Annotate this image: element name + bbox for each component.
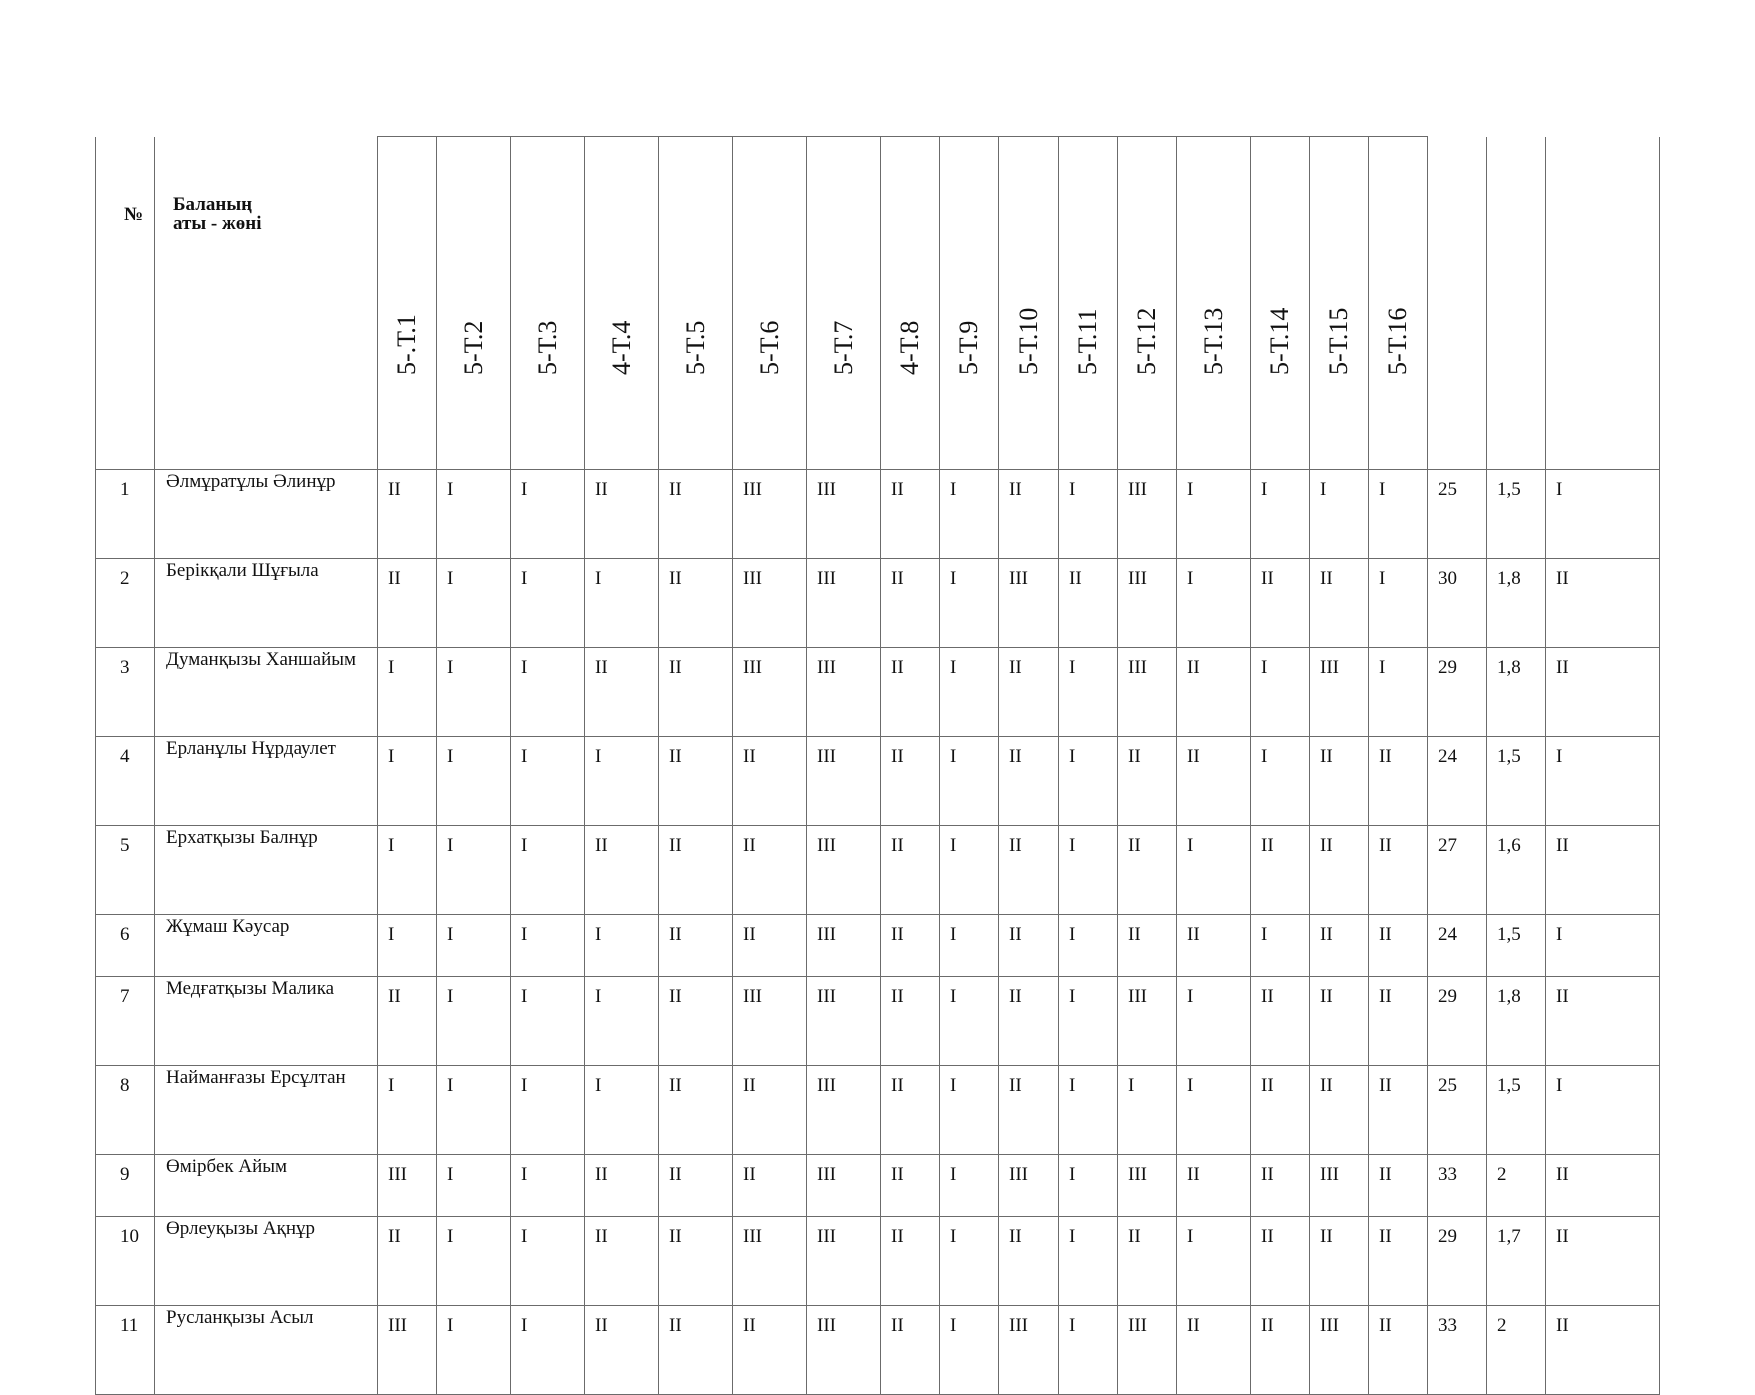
test-mark: II	[1369, 736, 1428, 825]
test-mark: III	[1310, 1305, 1369, 1394]
test-mark: I	[1369, 647, 1428, 736]
table-row	[96, 1154, 1660, 1216]
header-test-10	[999, 137, 1059, 470]
total-score: 29	[1428, 647, 1487, 736]
test-mark: II	[1251, 1305, 1310, 1394]
header-number: №	[96, 137, 155, 470]
test-mark: I	[940, 1216, 999, 1305]
test-mark: I	[585, 914, 659, 976]
table-row	[96, 914, 1660, 976]
level: I	[1546, 469, 1660, 558]
test-mark: III	[1310, 1154, 1369, 1216]
total-score: 29	[1428, 976, 1487, 1065]
test-mark: I	[1059, 976, 1118, 1065]
header-test-label: 5-Т.9	[954, 320, 983, 375]
assessment-table	[95, 136, 1660, 1395]
test-mark: II	[659, 647, 733, 736]
test-mark: II	[1251, 558, 1310, 647]
test-mark: I	[378, 1065, 437, 1154]
test-mark: I	[437, 736, 511, 825]
test-mark: II	[881, 825, 940, 914]
test-mark: II	[1310, 825, 1369, 914]
test-mark: II	[659, 1065, 733, 1154]
test-mark: I	[511, 1065, 585, 1154]
test-mark: I	[437, 469, 511, 558]
test-mark: II	[881, 1305, 940, 1394]
level: I	[1546, 914, 1660, 976]
child-name: Өмірбек Айым	[155, 1154, 378, 1216]
test-mark: II	[1118, 914, 1177, 976]
test-mark: II	[659, 469, 733, 558]
total-score: 25	[1428, 469, 1487, 558]
level: I	[1546, 736, 1660, 825]
row-number: 1	[96, 469, 155, 558]
test-mark: II	[585, 469, 659, 558]
test-mark: II	[733, 1154, 807, 1216]
header-child-name	[155, 137, 378, 470]
header-test-label: 5-Т.10	[1013, 307, 1043, 375]
test-mark: I	[511, 647, 585, 736]
header-test-label: 5-Т.13	[1198, 307, 1228, 375]
test-mark: I	[940, 736, 999, 825]
level: II	[1546, 1154, 1660, 1216]
test-mark: II	[1310, 736, 1369, 825]
test-mark: II	[1177, 914, 1251, 976]
header-test-label: 4-Т.8	[895, 320, 924, 375]
header-name-line1: Баланың	[173, 193, 253, 215]
level: II	[1546, 1305, 1660, 1394]
table-row	[96, 469, 1660, 558]
test-mark: I	[1369, 469, 1428, 558]
test-mark: I	[511, 825, 585, 914]
test-mark: II	[585, 647, 659, 736]
average-score: 2	[1487, 1154, 1546, 1216]
average-score: 1,7	[1487, 1216, 1546, 1305]
test-mark: III	[1118, 647, 1177, 736]
test-mark: III	[807, 1305, 881, 1394]
header-test-label: 5-Т.14	[1265, 307, 1294, 375]
test-mark: II	[659, 1305, 733, 1394]
test-mark: I	[1059, 736, 1118, 825]
test-mark: III	[807, 736, 881, 825]
header-test-6	[733, 137, 807, 470]
header-test-label: 5-Т.11	[1073, 308, 1102, 375]
test-mark: II	[1251, 1216, 1310, 1305]
test-mark: II	[999, 914, 1059, 976]
test-mark: I	[1310, 469, 1369, 558]
test-mark: I	[437, 1216, 511, 1305]
test-mark: I	[940, 914, 999, 976]
row-number: 4	[96, 736, 155, 825]
test-mark: III	[733, 1216, 807, 1305]
test-mark: I	[437, 647, 511, 736]
row-number: 7	[96, 976, 155, 1065]
level: II	[1546, 1216, 1660, 1305]
child-name: Ерланұлы Нұрдаулет	[155, 736, 378, 825]
test-mark: II	[999, 1065, 1059, 1154]
test-mark: II	[881, 1154, 940, 1216]
test-mark: III	[999, 1154, 1059, 1216]
test-mark: II	[1310, 1216, 1369, 1305]
row-number: 10	[96, 1216, 155, 1305]
test-mark: I	[378, 825, 437, 914]
test-mark: I	[437, 976, 511, 1065]
test-mark: II	[1177, 1305, 1251, 1394]
test-mark: I	[1059, 1216, 1118, 1305]
test-mark: II	[1369, 1154, 1428, 1216]
test-mark: II	[1310, 914, 1369, 976]
test-mark: I	[1177, 469, 1251, 558]
row-number: 3	[96, 647, 155, 736]
total-score: 29	[1428, 1216, 1487, 1305]
test-mark: I	[1177, 558, 1251, 647]
test-mark: III	[807, 558, 881, 647]
test-mark: I	[437, 558, 511, 647]
test-mark: II	[999, 825, 1059, 914]
child-name: Думанқызы Ханшайым	[155, 647, 378, 736]
row-number: 8	[96, 1065, 155, 1154]
test-mark: II	[1310, 976, 1369, 1065]
child-name: Берікқали Шұғыла	[155, 558, 378, 647]
row-number: 5	[96, 825, 155, 914]
test-mark: II	[733, 1065, 807, 1154]
test-mark: II	[881, 976, 940, 1065]
header-test-label: 5-Т.3	[532, 320, 562, 375]
test-mark: I	[511, 1154, 585, 1216]
average-score: 1,8	[1487, 647, 1546, 736]
average-score: 1,8	[1487, 976, 1546, 1065]
test-mark: II	[585, 1154, 659, 1216]
test-mark: II	[999, 469, 1059, 558]
test-mark: II	[881, 1065, 940, 1154]
test-mark: III	[807, 1065, 881, 1154]
test-mark: I	[940, 825, 999, 914]
header-test-label: 5-Т.15	[1324, 307, 1353, 375]
header-extra-1	[1428, 137, 1487, 470]
test-mark: II	[1310, 1065, 1369, 1154]
test-mark: II	[378, 976, 437, 1065]
test-mark: II	[659, 825, 733, 914]
table-row	[96, 976, 1660, 1065]
level: II	[1546, 558, 1660, 647]
test-mark: I	[378, 647, 437, 736]
total-score: 33	[1428, 1154, 1487, 1216]
test-mark: II	[1059, 558, 1118, 647]
row-number: 11	[96, 1305, 155, 1394]
test-mark: II	[881, 647, 940, 736]
average-score: 1,5	[1487, 469, 1546, 558]
total-score: 24	[1428, 736, 1487, 825]
test-mark: II	[378, 558, 437, 647]
test-mark: III	[807, 976, 881, 1065]
test-mark: I	[940, 469, 999, 558]
header-test-4	[585, 137, 659, 470]
test-mark: II	[1369, 825, 1428, 914]
child-name: Жұмаш Кәусар	[155, 914, 378, 976]
test-mark: II	[585, 1216, 659, 1305]
test-mark: II	[659, 736, 733, 825]
test-mark: II	[659, 1154, 733, 1216]
header-test-label: 5-Т.16	[1383, 307, 1412, 375]
header-test-12	[1118, 137, 1177, 470]
test-mark: II	[1251, 1154, 1310, 1216]
test-mark: III	[733, 647, 807, 736]
header-test-7	[807, 137, 881, 470]
test-mark: I	[1177, 825, 1251, 914]
test-mark: I	[378, 736, 437, 825]
test-mark: III	[1118, 558, 1177, 647]
test-mark: II	[1251, 1065, 1310, 1154]
test-mark: I	[1118, 1065, 1177, 1154]
test-mark: II	[1251, 825, 1310, 914]
test-mark: I	[940, 647, 999, 736]
test-mark: I	[1059, 1305, 1118, 1394]
test-mark: III	[378, 1154, 437, 1216]
table-row	[96, 647, 1660, 736]
average-score: 1,8	[1487, 558, 1546, 647]
table-row	[96, 1065, 1660, 1154]
total-score: 33	[1428, 1305, 1487, 1394]
test-mark: II	[1118, 1216, 1177, 1305]
level: I	[1546, 1065, 1660, 1154]
test-mark: II	[733, 1305, 807, 1394]
header-test-1	[378, 137, 437, 470]
test-mark: II	[1177, 647, 1251, 736]
child-name: Әлмұратұлы Әлинұр	[155, 469, 378, 558]
test-mark: I	[511, 914, 585, 976]
test-mark: I	[1251, 914, 1310, 976]
test-mark: III	[733, 976, 807, 1065]
row-number: 9	[96, 1154, 155, 1216]
child-name: Русланқызы Асыл	[155, 1305, 378, 1394]
test-mark: I	[1177, 976, 1251, 1065]
test-mark: III	[733, 469, 807, 558]
header-test-5	[659, 137, 733, 470]
test-mark: I	[1059, 825, 1118, 914]
row-number: 2	[96, 558, 155, 647]
table-row	[96, 1216, 1660, 1305]
header-test-label: 5-Т.12	[1132, 307, 1161, 375]
header-test-3	[511, 137, 585, 470]
test-mark: II	[1369, 1065, 1428, 1154]
test-mark: II	[1369, 976, 1428, 1065]
average-score: 1,5	[1487, 1065, 1546, 1154]
test-mark: III	[378, 1305, 437, 1394]
header-test-label: 5-Т.7	[828, 320, 858, 375]
test-mark: III	[807, 1216, 881, 1305]
total-score: 30	[1428, 558, 1487, 647]
test-mark: II	[881, 914, 940, 976]
test-mark: II	[881, 736, 940, 825]
test-mark: II	[659, 1216, 733, 1305]
test-mark: I	[437, 1305, 511, 1394]
total-score: 27	[1428, 825, 1487, 914]
header-test-label: 4-Т.4	[606, 320, 636, 375]
test-mark: II	[585, 825, 659, 914]
test-mark: III	[807, 825, 881, 914]
test-mark: II	[733, 736, 807, 825]
test-mark: III	[1118, 1305, 1177, 1394]
header-test-8	[881, 137, 940, 470]
header-test-13	[1177, 137, 1251, 470]
child-name: Өрлеуқызы Ақнұр	[155, 1216, 378, 1305]
test-mark: I	[1059, 469, 1118, 558]
test-mark: I	[511, 1305, 585, 1394]
test-mark: III	[999, 1305, 1059, 1394]
header-test-label: 5-Т.5	[680, 320, 710, 375]
test-mark: I	[511, 558, 585, 647]
test-mark: I	[585, 736, 659, 825]
header-test-label: 5-.Т.1	[392, 313, 421, 375]
test-mark: II	[881, 558, 940, 647]
test-mark: III	[733, 558, 807, 647]
test-mark: I	[940, 976, 999, 1065]
test-mark: III	[1118, 976, 1177, 1065]
test-mark: II	[1369, 914, 1428, 976]
test-mark: II	[999, 1216, 1059, 1305]
test-mark: II	[378, 469, 437, 558]
average-score: 1,5	[1487, 914, 1546, 976]
test-mark: II	[881, 469, 940, 558]
test-mark: II	[1369, 1305, 1428, 1394]
test-mark: II	[378, 1216, 437, 1305]
test-mark: I	[585, 558, 659, 647]
test-mark: II	[1369, 1216, 1428, 1305]
test-mark: II	[1118, 736, 1177, 825]
child-name: Ерхатқызы Балнұр	[155, 825, 378, 914]
header-test-2	[437, 137, 511, 470]
test-mark: II	[999, 736, 1059, 825]
test-mark: II	[733, 825, 807, 914]
test-mark: III	[807, 1154, 881, 1216]
header-test-16	[1369, 137, 1428, 470]
child-name: Медғатқызы Малика	[155, 976, 378, 1065]
test-mark: II	[659, 976, 733, 1065]
table-row	[96, 825, 1660, 914]
row-number: 6	[96, 914, 155, 976]
test-mark: III	[1118, 469, 1177, 558]
test-mark: I	[437, 825, 511, 914]
test-mark: II	[1251, 976, 1310, 1065]
level: II	[1546, 647, 1660, 736]
header-row	[96, 137, 1660, 470]
header-test-9	[940, 137, 999, 470]
test-mark: I	[378, 914, 437, 976]
test-mark: I	[511, 976, 585, 1065]
average-score: 1,6	[1487, 825, 1546, 914]
test-mark: II	[1177, 736, 1251, 825]
test-mark: I	[437, 914, 511, 976]
test-mark: II	[1310, 558, 1369, 647]
test-mark: I	[1251, 469, 1310, 558]
test-mark: II	[1177, 1154, 1251, 1216]
table-row	[96, 558, 1660, 647]
test-mark: I	[437, 1065, 511, 1154]
test-mark: I	[1251, 647, 1310, 736]
test-mark: III	[1310, 647, 1369, 736]
header-name-line2: аты - жөні	[173, 212, 262, 234]
header-test-15	[1310, 137, 1369, 470]
test-mark: I	[511, 469, 585, 558]
test-mark: II	[733, 914, 807, 976]
test-mark: I	[511, 1216, 585, 1305]
header-test-14	[1251, 137, 1310, 470]
test-mark: I	[1177, 1216, 1251, 1305]
test-mark: III	[807, 647, 881, 736]
average-score: 1,5	[1487, 736, 1546, 825]
test-mark: I	[1059, 1154, 1118, 1216]
header-extra-3	[1546, 137, 1660, 470]
header-test-11	[1059, 137, 1118, 470]
test-mark: II	[881, 1216, 940, 1305]
test-mark: I	[1177, 1065, 1251, 1154]
table-row	[96, 1305, 1660, 1394]
table-row	[96, 736, 1660, 825]
test-mark: III	[807, 914, 881, 976]
level: II	[1546, 976, 1660, 1065]
test-mark: III	[807, 469, 881, 558]
total-score: 24	[1428, 914, 1487, 976]
test-mark: I	[511, 736, 585, 825]
test-mark: I	[1059, 647, 1118, 736]
test-mark: I	[585, 1065, 659, 1154]
test-mark: I	[940, 1305, 999, 1394]
test-mark: I	[437, 1154, 511, 1216]
test-mark: II	[659, 914, 733, 976]
test-mark: II	[585, 1305, 659, 1394]
total-score: 25	[1428, 1065, 1487, 1154]
test-mark: I	[940, 1154, 999, 1216]
header-test-label: 5-Т.2	[458, 320, 488, 375]
test-mark: I	[1369, 558, 1428, 647]
test-mark: II	[999, 976, 1059, 1065]
average-score: 2	[1487, 1305, 1546, 1394]
test-mark: I	[940, 1065, 999, 1154]
test-mark: I	[1059, 1065, 1118, 1154]
header-test-label: 5-Т.6	[754, 320, 784, 375]
test-mark: II	[659, 558, 733, 647]
test-mark: II	[1118, 825, 1177, 914]
child-name: Найманғазы Ерсұлтан	[155, 1065, 378, 1154]
test-mark: I	[585, 976, 659, 1065]
test-mark: I	[1251, 736, 1310, 825]
header-extra-2	[1487, 137, 1546, 470]
test-mark: I	[940, 558, 999, 647]
test-mark: I	[1059, 914, 1118, 976]
test-mark: III	[999, 558, 1059, 647]
test-mark: II	[999, 647, 1059, 736]
level: II	[1546, 825, 1660, 914]
test-mark: III	[1118, 1154, 1177, 1216]
